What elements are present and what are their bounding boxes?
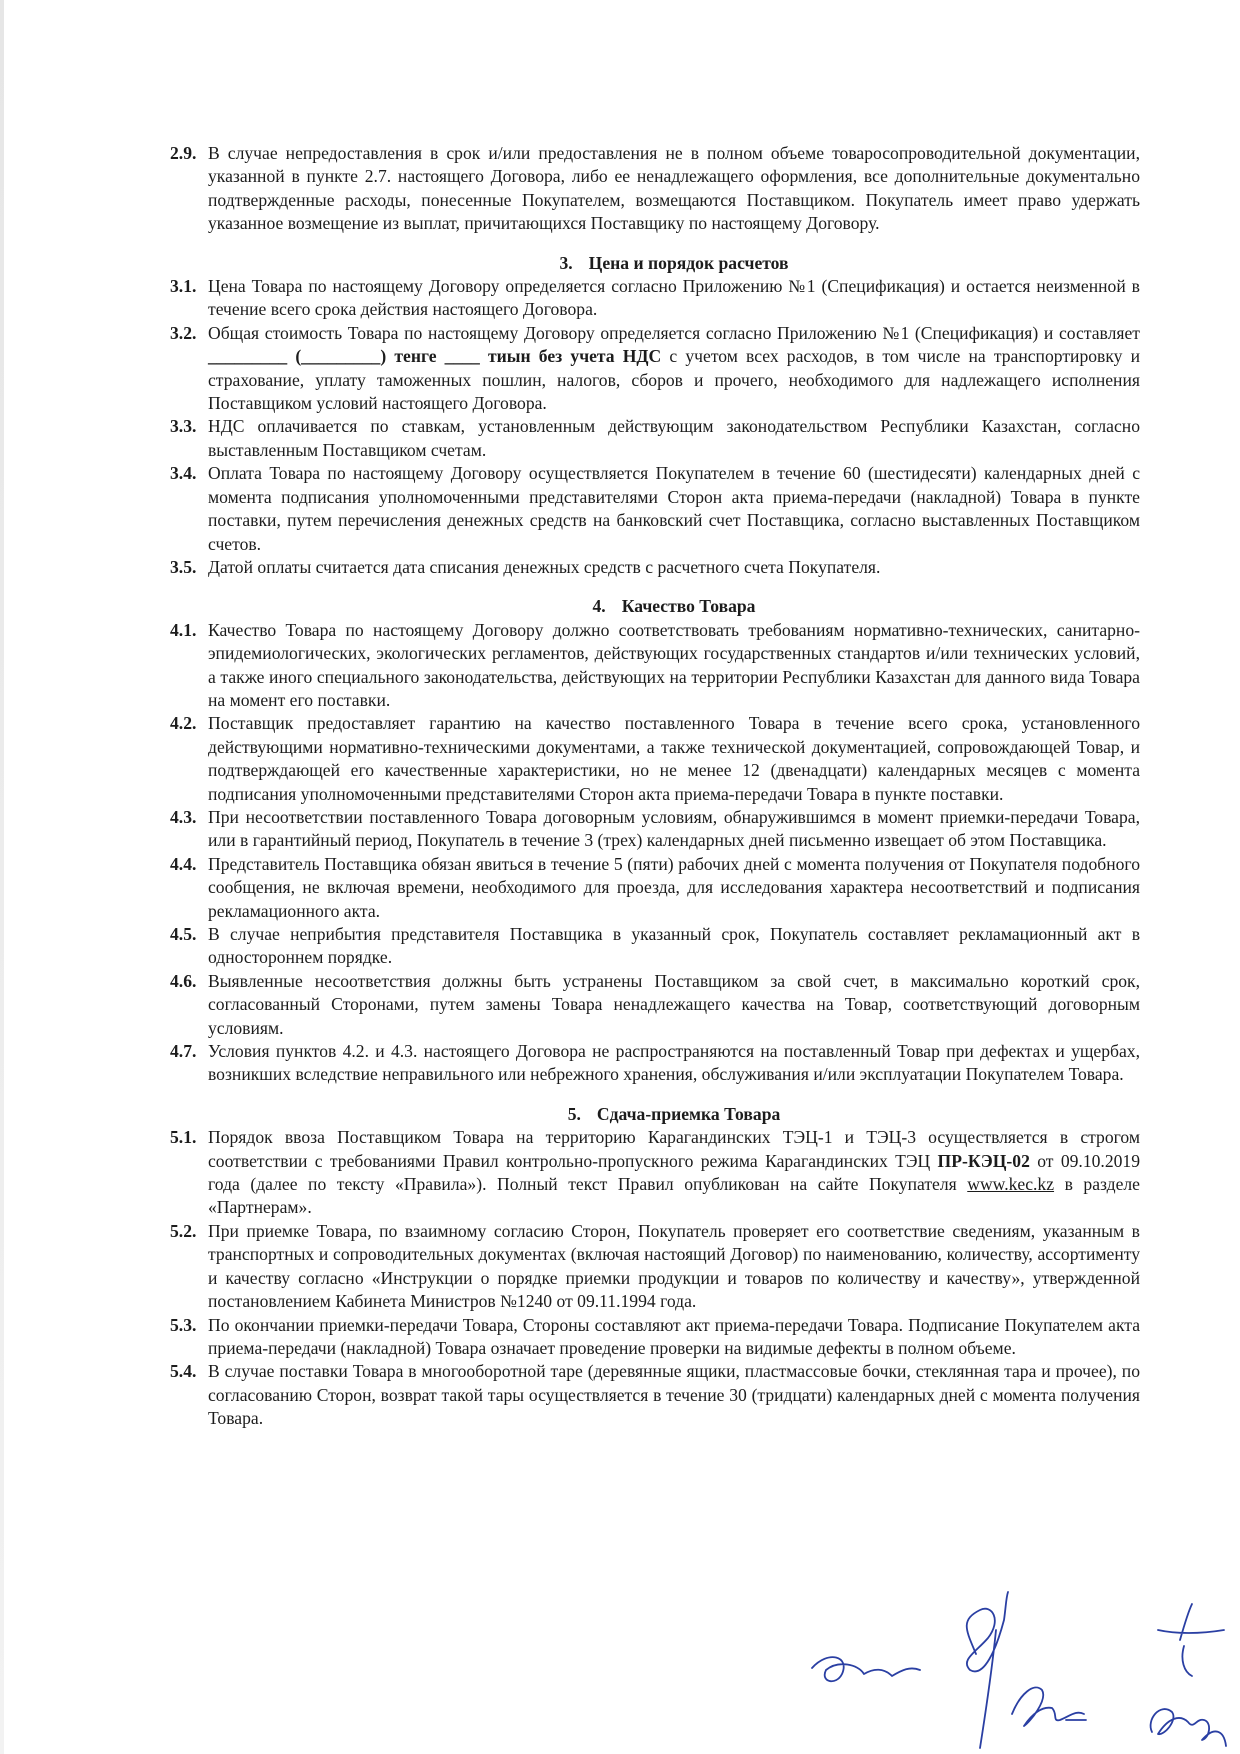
section-number: 5. [567,1103,581,1124]
clause-3-3 [170,415,1140,462]
section-5-heading [208,1103,1140,1126]
clause-text: НДС оплачивается по ставкам, установленным действующим законодательством Республики Казахстан, согласно выставленным Поставщиком счетам. [208,416,1140,460]
clause-number: 5.2. [170,1220,197,1241]
clause-number: 4.1. [170,619,197,640]
clause-3-1 [170,275,1140,322]
clause-text-part: Порядок ввоза Поставщиком Товара на территорию Карагандинских ТЭЦ-1 и ТЭЦ-3 осуществляется в строгом соответствии с требованиями Правил контрольно-пропускного режима Карагандинских ТЭЦ [208,1127,1140,1171]
clause-number: 3.1. [170,276,197,297]
clause-number: 2.9. [170,143,197,163]
clause-5-3 [170,1314,1140,1361]
scan-edge [0,0,4,1754]
clause-number: 5.1. [170,1127,197,1148]
clause-5-1 [170,1126,1140,1220]
clause-number: 4.2. [170,713,197,734]
section-title: Цена и порядок расчетов [588,252,789,273]
clause-4-7 [170,1040,1140,1087]
clause-text [208,1126,1140,1220]
clause-number: 3.5. [170,556,197,577]
signature-1 [812,1657,920,1681]
clause-text-part: в разделе «Партнерам». [208,1174,1140,1218]
contract-page [170,142,1140,1431]
clause-5-4 [170,1360,1140,1430]
clause-number: 4.4. [170,853,197,874]
signature-4 [1158,1604,1224,1676]
clause-text: В случае поставки Товара в многооборотной таре (деревянные ящики, пластмассовые бочки, стеклянная тара и прочее), по согласованию Сторон, возврат такой тары осуществляется в течение 30 (тридцати) календарных дней с момента получения Товара. [208,1361,1140,1429]
clause-number: 4.6. [170,970,197,991]
clause-3-2 [170,322,1140,416]
clause-number: 4.5. [170,924,197,944]
clause-text: В случае непредоставления в срок и/или предоставления не в полном объеме товаросопроводительной документации, указанной в пункте 2.7. настоящего Договора, либо ее ненадлежащего оформления, все дополнительные документально подтвержденные расходы, понесенные Покупателем, возмещаются Поставщиком. Покупатель имеет право удержать указанное возмещение из выплат, причитающихся Поставщику по настоящему Договору. [208,143,1140,234]
handwritten-signatures [780,1590,1240,1754]
clause-text: Выявленные несоответствия должны быть устранены Поставщиком за свой счет, в максимально короткий срок, согласованный Сторонами, путем замены Товара ненадлежащего качества на Товар, соответствующий договорным условиям. [208,970,1140,1038]
section-4-heading [208,595,1140,618]
clause-text [208,322,1140,416]
website-link[interactable]: www.kec.kz [967,1174,1055,1195]
clause-text: По окончании приемки-передачи Товара, Стороны составляют акт приема-передачи Товара. Подписание Покупателем акта приема-передачи (накладной) Товара означает проведение проверки на видимые дефекты в полном объеме. [208,1314,1140,1358]
clause-4-1 [170,619,1140,713]
clause-number: 5.4. [170,1361,197,1382]
clause-text: Качество Товара по настоящему Договору должно соответствовать требованиям нормативно-технических, санитарно-эпидемиологических, экологических регламентов, действующих государственных стандартов и/или технических условий, а также иного специального законодательства, действующих на территории Республики Казахстан для данного вида Товара на момент его поставки. [208,619,1140,710]
clause-text: Представитель Поставщика обязан явиться в течение 5 (пяти) рабочих дней с момента получения от Покупателя подобного сообщения, не включая времени, необходимого для проезда, для исследования характера несоответствий и подписания рекламационного акта. [208,853,1140,921]
signature-3 [1012,1687,1086,1726]
clause-number: 4.7. [170,1041,197,1062]
clause-3-5 [170,556,1140,579]
clause-2-9 [170,142,1140,236]
clause-text: Поставщик предоставляет гарантию на качество поставленного Товара в течение всего срока, установленного действующими нормативно-техническими документами, а также технической документацией, сопровождающей Товар, и подтверждающей его качественные характеристики, но не менее 12 (двенадцати) календарных месяцев с момента подписания уполномоченными представителями Сторон акта приема-передачи Товара в пункте поставки. [208,713,1140,804]
clause-4-5 [170,923,1140,970]
clause-4-6 [170,970,1140,1040]
section-title: Сдача-приемка Товара [596,1103,781,1124]
clause-3-4 [170,462,1140,556]
clause-number: 3.2. [170,322,197,343]
clause-text-part: от 09.10.2019 года (далее по тексту «Правила»). Полный текст Правил опубликован на сайте Покупателя [208,1150,1141,1195]
clause-text: При несоответствии поставленного Товара договорным условиям, обнаружившимся в момент приемки-передачи Товара, или в гарантийный период, Покупатель в течение 3 (трех) календарных дней письменно извещает об этом Поставщика. [208,806,1140,851]
clause-number: 3.3. [170,416,197,437]
clause-number: 4.3. [170,806,197,827]
clause-text: Цена Товара по настоящему Договору определяется согласно Приложению №1 (Спецификация) и остается неизменной в течение всего срока действия настоящего Договора. [208,276,1140,320]
clause-text: При приемке Товара, по взаимному согласию Сторон, Покупатель проверяет его соответствие сведениям, указанным в транспортных и сопроводительных документах (включая настоящий Договор) по наименованию, количеству, ассортименту и качеству согласно «Инструкции о порядке приемки продукции и товаров по количеству и качеству», утвержденной постановлением Кабинета Министров №1240 от 09.11.1994 года. [208,1220,1140,1312]
section-number: 4. [592,596,606,617]
section-number: 3. [559,252,573,273]
clause-text: В случае неприбытия представителя Поставщика в указанный срок, Покупатель составляет рекламационный акт в одностороннем порядке. [208,924,1140,968]
section-3-heading [208,252,1140,275]
clause-text: Датой оплаты считается дата списания денежных средств с расчетного счета Покупателя. [208,556,881,577]
signature-5 [1151,1709,1226,1746]
clause-text: Оплата Товара по настоящему Договору осуществляется Покупателем в течение 60 (шестидесяти) календарных дней с момента подписания уполномоченными представителями Сторон акта приема-передачи (накладной) Товара в пункте поставки, путем перечисления денежных средств на банковский счет Поставщика, согласно выставленных Поставщиком счетов. [208,463,1140,554]
clause-4-2 [170,712,1140,806]
clause-5-2 [170,1220,1140,1314]
clause-4-3 [170,806,1140,853]
clause-number: 5.3. [170,1314,197,1335]
clause-text: Условия пунктов 4.2. и 4.3. настоящего Договора не распространяются на поставленный Товар при дефектах и ущербах, возникших вследствие неправильного или небрежного хранения, обслуживания и/или эксплуатации Покупателем Товара. [208,1041,1140,1085]
price-blank: _________ (_________) тенге ____ тиын без учета НДС [208,346,662,367]
clause-number: 3.4. [170,463,197,484]
clause-text-part: Общая стоимость Товара по настоящему Договору определяется согласно Приложению №1 (Спецификация) и составляет [208,322,1140,343]
clause-text-part: с учетом всех расходов, в том числе на транспортировку и страхование, уплату таможенных пошлин, налогов, сборов и прочего, необходимого для надлежащего исполнения Поставщиком условий настоящего Договора. [208,346,1141,414]
rules-code: ПР-КЭЦ-02 [937,1150,1030,1171]
signature-2 [967,1592,1008,1748]
section-title: Качество Товара [621,596,756,617]
clause-4-4 [170,853,1140,923]
